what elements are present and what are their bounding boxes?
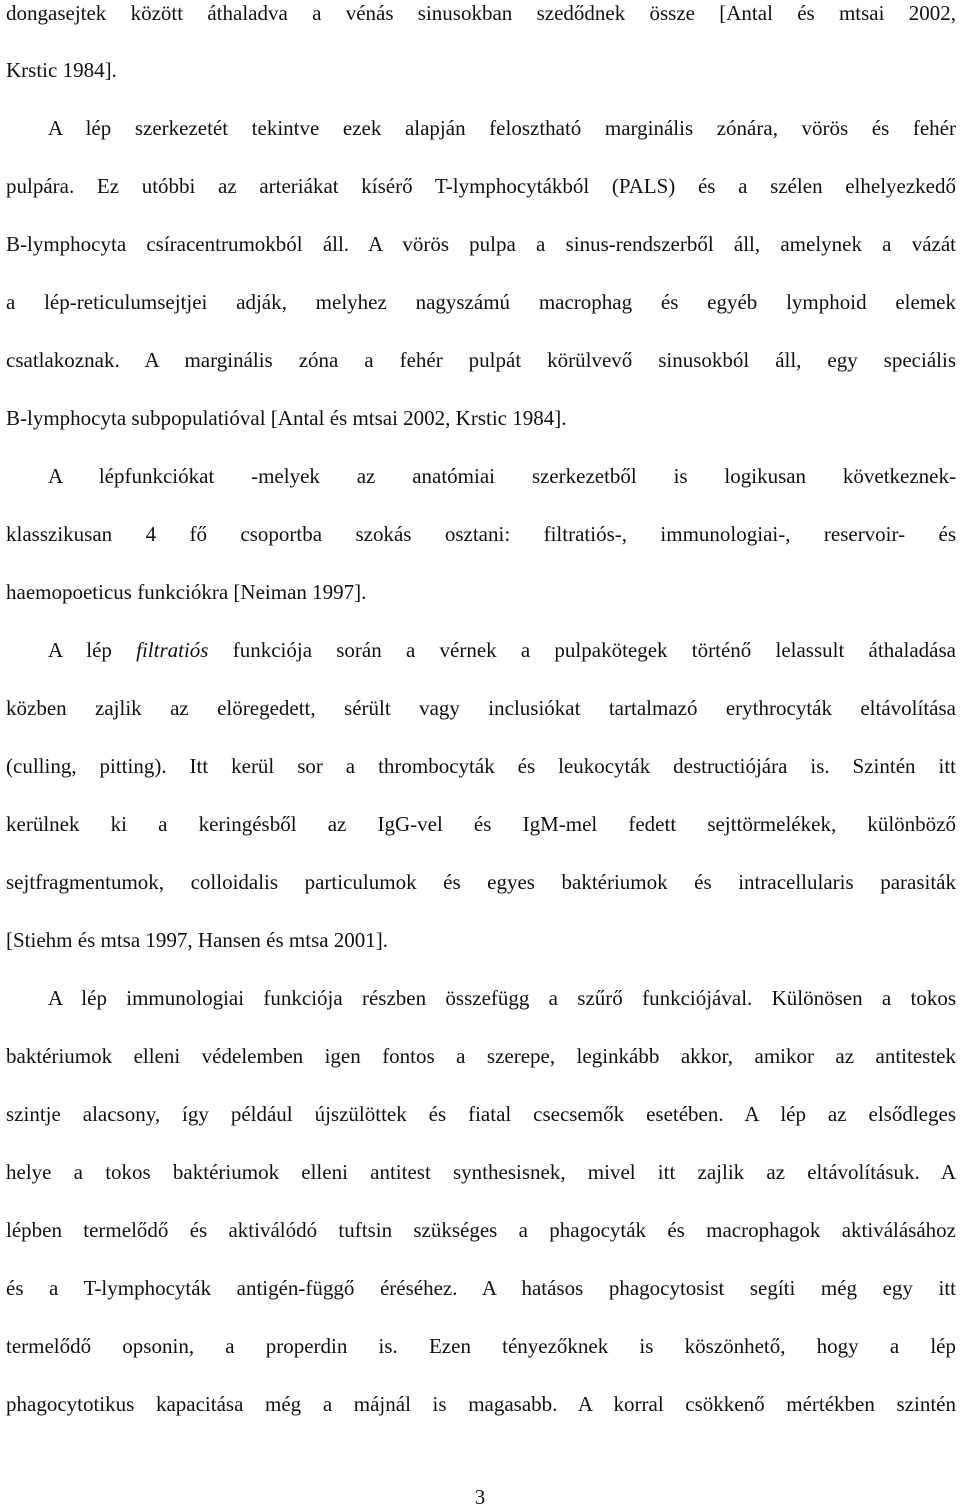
text-line: szintje alacsony, így például újszülöttek és fiatal csecsemők esetében. A lép az elsődleges [6, 1102, 956, 1126]
text-line: Krstic 1984]. [6, 58, 117, 82]
text-line: termelődő opsonin, a properdin is. Ezen tényezőknek is köszönhető, hogy a lép [6, 1334, 956, 1358]
text-line: A lép szerkezetét tekintve ezek alapján felosztható marginális zónára, vörös és fehér [48, 116, 956, 140]
text-line: helye a tokos baktériumok elleni antitest synthesisnek, mivel itt zajlik az eltávolításuk. A [6, 1160, 956, 1184]
text-line: phagocytotikus kapacitása még a májnál is magasabb. A korral csökkenő mértékben szintén [6, 1392, 956, 1416]
text-line: B-lymphocyta csíracentrumokból áll. A vörös pulpa a sinus-rendszerből áll, amelynek a vázát [6, 232, 956, 256]
text-line: [Stiehm és mtsa 1997, Hansen és mtsa 2001]. [6, 928, 389, 952]
text-line: és a T-lymphocyták antigén-függő éréséhez. A hatásos phagocytosist segíti még egy itt [6, 1276, 956, 1300]
text-line: pulpára. Ez utóbbi az arteriákat kísérő T-lymphocytákból (PALS) és a szélen elhelyezkedő [6, 174, 956, 198]
text-line: haemopoeticus funkciókra [Neiman 1997]. [6, 580, 367, 604]
text-line: klasszikusan 4 fő csoportba szokás osztani: filtratiós-, immunologiai-, reservoir- és [6, 522, 956, 546]
text-line: kerülnek ki a keringésből az IgG-vel és IgM-mel fedett sejttörmelékek, különböző [6, 812, 956, 836]
text-line: A lép immunologiai funkciója részben összefügg a szűrő funkciójával. Különösen a tokos [48, 986, 956, 1010]
emphasis-after: funkciója során a vérnek a pulpakötegek történő lelassult áthaladása [208, 638, 956, 662]
emphasis-before: A lép [48, 638, 137, 662]
text-line: B-lymphocyta subpopulatióval [Antal és mtsai 2002, Krstic 1984]. [6, 406, 567, 430]
text-line: A lépfunkciókat -melyek az anatómiai szerkezetből is logikusan következnek- [48, 464, 956, 488]
text-line: közben zajlik az elöregedett, sérült vagy inclusiókat tartalmazó erythrocyták eltávolítása [6, 696, 956, 720]
page-number: 3 [474, 1485, 486, 1509]
text-line: sejtfragmentumok, colloidalis particulumok és egyes baktériumok és intracellularis parasiták [6, 870, 956, 894]
emphasis-word: filtratiós [136, 638, 209, 662]
text-line: baktériumok elleni védelemben igen fontos a szerepe, leginkább akkor, amikor az antitestek [6, 1044, 956, 1068]
text-line: a lép-reticulumsejtjei adják, melyhez nagyszámú macrophag és egyéb lymphoid elemek [6, 290, 956, 314]
text-line-with-emphasis [6, 637, 956, 663]
text-line: dongasejtek között áthaladva a vénás sinusokban szedődnek össze [Antal és mtsai 2002, [6, 1, 956, 25]
text-line: (culling, pitting). Itt kerül sor a thrombocyták és leukocyták destructiójára is. Szintén itt [6, 754, 956, 778]
text-line: csatlakoznak. A marginális zóna a fehér pulpát körülvevő sinusokból áll, egy speciális [6, 348, 956, 372]
text-line: lépben termelődő és aktiválódó tuftsin szükséges a phagocyták és macrophagok aktiválásához [6, 1218, 956, 1242]
